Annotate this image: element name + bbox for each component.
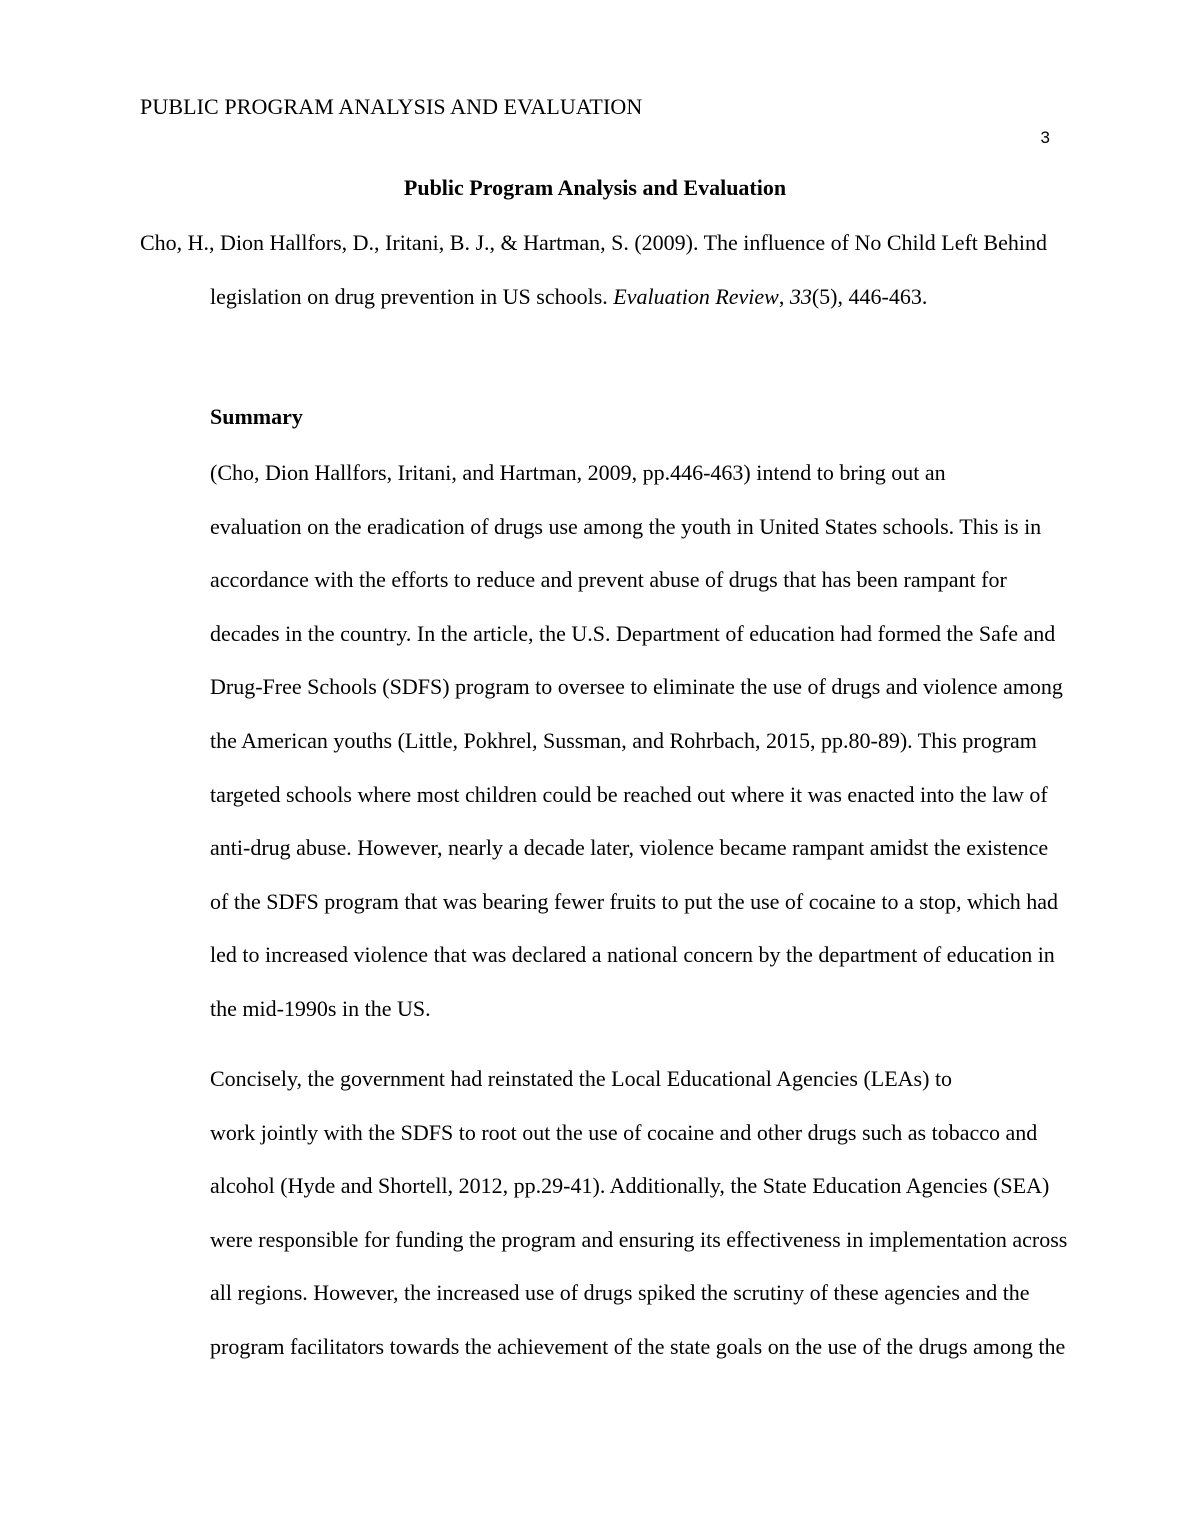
- reference-issue-pages: (5), 446-463.: [811, 283, 928, 309]
- paragraph-line: the mid-1990s in the US.: [210, 995, 431, 1021]
- reference-journal: Evaluation Review: [613, 283, 779, 309]
- document-title: Public Program Analysis and Evaluation: [403, 175, 787, 200]
- page-number: 3: [1040, 128, 1050, 147]
- paragraph-line: decades in the country. In the article, the U.S. Department of education had formed the Safe and: [210, 620, 1056, 646]
- reference-authors-and-title: Cho, H., Dion Hallfors, D., Iritani, B. J., & Hartman, S. (2009). The influence of No Child Left Behind legislation on drug prevention in US schools.: [140, 230, 1047, 309]
- paragraph-line: targeted schools where most children could be reached out where it was enacted into the law of: [210, 781, 1048, 807]
- reference-citation: [140, 216, 1055, 323]
- reference-separator: ,: [778, 283, 790, 309]
- summary-heading: Summary: [210, 404, 303, 429]
- paragraph-line: anti-drug abuse. However, nearly a decade later, violence became rampant amidst the existence: [210, 835, 1049, 861]
- paragraph-line: (Cho, Dion Hallfors, Iritani, and Hartman, 2009, pp.446-463) intend to bring out an: [210, 460, 946, 485]
- summary-paragraph-2: [140, 1052, 1068, 1374]
- paragraph-line: evaluation on the eradication of drugs use among the youth in United States schools. This is in: [210, 513, 1042, 539]
- paragraph-line: accordance with the efforts to reduce and prevent abuse of drugs that has been rampant for: [210, 567, 1007, 593]
- paragraph-line: Drug-Free Schools (SDFS) program to oversee to eliminate the use of drugs and violence among: [210, 674, 1063, 700]
- paragraph-line: of the SDFS program that was bearing fewer fruits to put the use of cocaine to a stop, which had: [210, 888, 1059, 914]
- running-head: PUBLIC PROGRAM ANALYSIS AND EVALUATION: [140, 94, 643, 119]
- paragraph-line: were responsible for funding the program and ensuring its effectiveness in implementation across: [210, 1226, 1068, 1252]
- paragraph-line: Concisely, the government had reinstated the Local Educational Agencies (LEAs) to: [210, 1066, 953, 1091]
- summary-paragraph-1: [140, 446, 1063, 1036]
- paragraph-line: alcohol (Hyde and Shortell, 2012, pp.29-41). Additionally, the State Education Agencies (SEA): [210, 1173, 1050, 1199]
- paragraph-line: led to increased violence that was declared a national concern by the department of education in: [210, 942, 1055, 968]
- paragraph-line: the American youths (Little, Pokhrel, Sussman, and Rohrbach, 2015, pp.80-89). This program: [210, 727, 1037, 753]
- paragraph-line: program facilitators towards the achievement of the state goals on the use of the drugs among the: [210, 1333, 1066, 1359]
- paragraph-line: work jointly with the SDFS to root out the use of cocaine and other drugs such as tobacco and: [210, 1119, 1038, 1145]
- reference-volume: 33: [789, 283, 812, 309]
- paragraph-line: all regions. However, the increased use of drugs spiked the scrutiny of these agencies and the: [210, 1280, 1030, 1306]
